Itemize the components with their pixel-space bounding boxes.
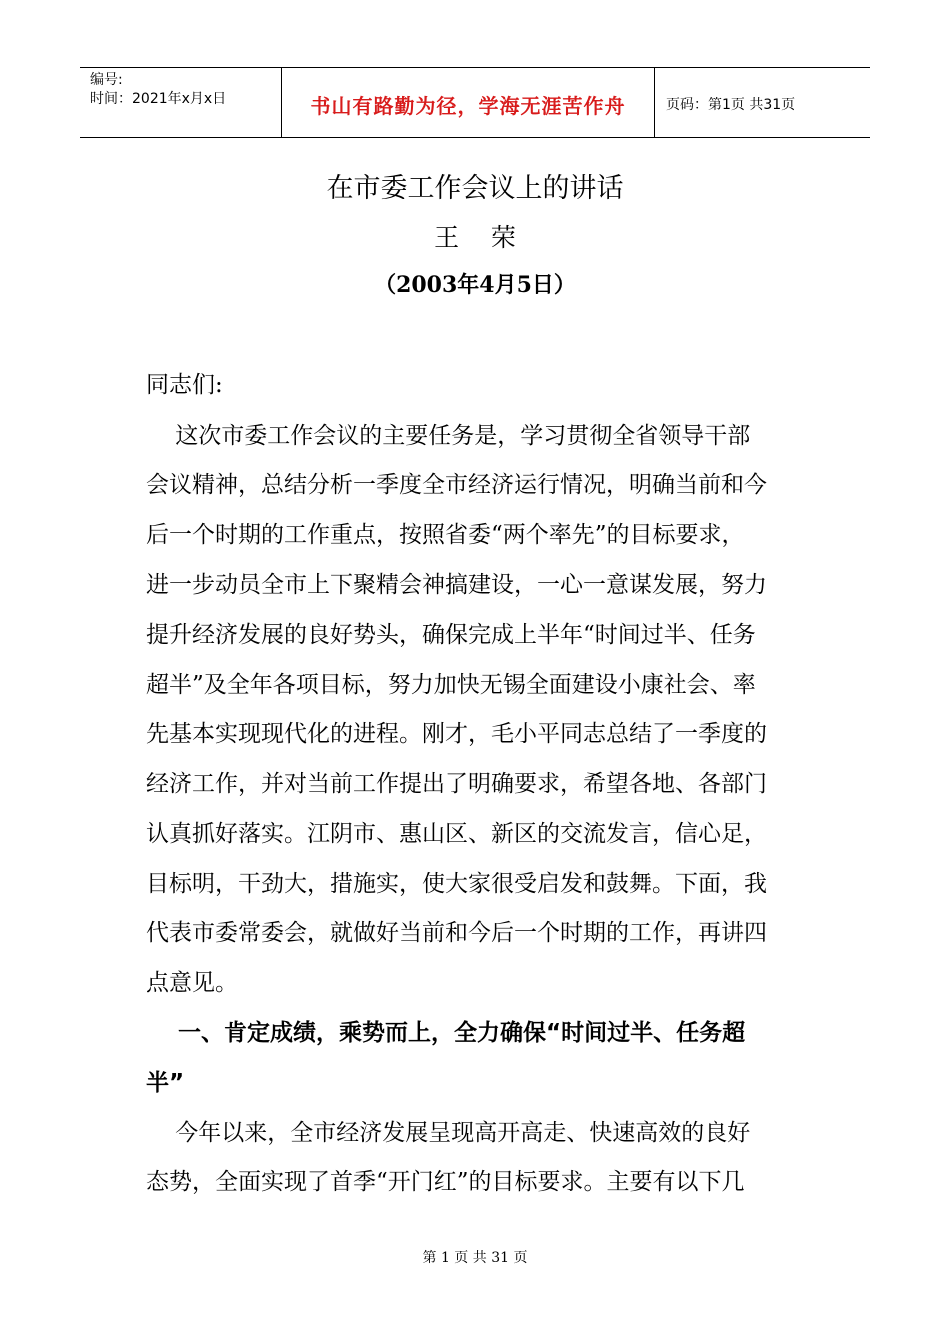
body-line: 点意见。 (146, 970, 238, 996)
header-page-info: 页码：第1页 共31页 (666, 97, 796, 113)
body-line: 先基本实现现代化的进程。刚才，毛小平同志总结了一季度的 (146, 721, 767, 747)
document-title: 在市委工作会议上的讲话 (326, 173, 624, 204)
body-line: 后一个时期的工作重点，按照省委“两个率先”的目标要求， (146, 522, 745, 548)
body-line: 今年以来，全市经济发展呈现高开高走、快速高效的良好 (146, 1120, 751, 1146)
document-author: 王 荣 (434, 223, 516, 252)
body-line: 这次市委工作会议的主要任务是，学习贯彻全省领导干部 (146, 423, 751, 449)
header-page-cell (656, 68, 870, 137)
body-line: 提升经济发展的良好势头，确保完成上半年“时间过半、任务 (146, 622, 756, 648)
body-line: 经济工作，并对当前工作提出了明确要求，希望各地、各部门 (146, 771, 767, 797)
page-footer: 第 1 页 共 31 页 (422, 1250, 528, 1266)
header-left-cell (80, 68, 282, 137)
header-motto-cell (282, 68, 655, 137)
header-motto: 书山有路勤为径，学海无涯苦作舟 (310, 94, 626, 118)
document-number-label: 编号: (90, 72, 123, 88)
body-line: 超半”及全年各项目标，努力加快无锡全面建设小康社会、率 (146, 672, 756, 698)
document-date: （2003年4月5日） (374, 272, 576, 298)
section-heading-continued: 半” (146, 1070, 185, 1096)
body-line: 同志们: (146, 372, 223, 398)
section-heading: 一、肯定成绩，乘势而上，全力确保“时间过半、任务超 (146, 1020, 746, 1046)
body-line: 代表市委常委会，就做好当前和今后一个时期的工作，再讲四 (146, 920, 767, 946)
body-line: 态势，全面实现了首季“开门红”的目标要求。主要有以下几 (146, 1169, 745, 1195)
document-time-label: 时间：2021年x月x日 (90, 91, 227, 107)
header-table (80, 67, 870, 138)
body-line: 认真抓好落实。江阴市、惠山区、新区的交流发言，信心足， (146, 821, 767, 847)
body-line: 进一步动员全市上下聚精会神搞建设，一心一意谋发展，努力 (146, 572, 767, 598)
body-line: 会议精神，总结分析一季度全市经济运行情况，明确当前和今 (146, 472, 767, 498)
body-line: 目标明，干劲大，措施实，使大家很受启发和鼓舞。下面，我 (146, 871, 767, 897)
